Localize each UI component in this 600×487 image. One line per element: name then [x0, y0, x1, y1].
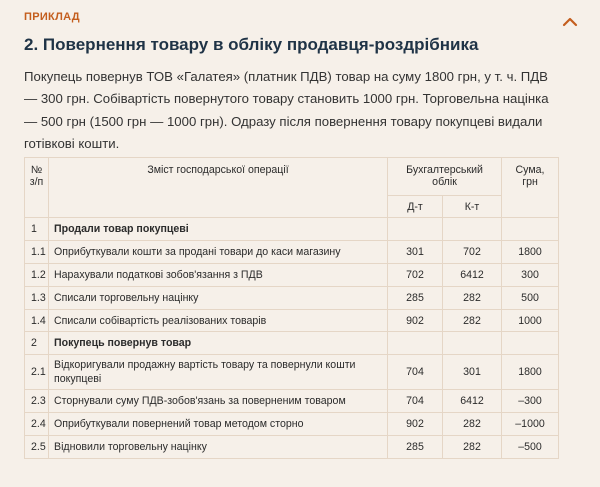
accounting-table: [24, 157, 559, 459]
row-credit: 282: [443, 436, 502, 459]
row-number: 2.4: [25, 413, 49, 436]
row-credit: [443, 332, 502, 355]
header-accounting: Бухгалтерський облік: [388, 158, 502, 196]
row-operation: Оприбуткували кошти за продані товари до каси магазину: [49, 240, 388, 263]
row-credit: 282: [443, 286, 502, 309]
row-credit: 282: [443, 413, 502, 436]
header-operation: Зміст господарської операції: [49, 158, 388, 218]
row-number: 2.1: [25, 355, 49, 390]
table-row: [25, 436, 559, 459]
row-sum: [502, 332, 559, 355]
row-sum: –1000: [502, 413, 559, 436]
row-debit: [388, 332, 443, 355]
row-credit: 6412: [443, 390, 502, 413]
table-row: [25, 309, 559, 332]
row-debit: 301: [388, 240, 443, 263]
header-sum: Сума, грн: [502, 158, 559, 218]
row-credit: 282: [443, 309, 502, 332]
row-operation: Відновили торговельну націнку: [49, 436, 388, 459]
chevron-up-icon[interactable]: [560, 12, 580, 32]
row-number: 2: [25, 332, 49, 355]
row-sum: –500: [502, 436, 559, 459]
row-number: 2.5: [25, 436, 49, 459]
row-debit: 902: [388, 309, 443, 332]
row-credit: [443, 218, 502, 241]
row-operation: Сторнували суму ПДВ-зобов'язань за поверненим товаром: [49, 390, 388, 413]
intro-paragraph: Покупець повернув ТОВ «Галатея» (платник ПДВ) товар на суму 1800 грн, у т. ч. ПДВ — 300 грн. Собівартість повернутого товару становить 1000 грн. Торговельна націнка — 500 грн (1500 грн — 1000 грн). Одразу після повернення товару покупцеві видали готівкові кошти.: [24, 69, 549, 152]
table-row: [25, 413, 559, 436]
table-row: [25, 286, 559, 309]
row-debit: 902: [388, 413, 443, 436]
row-debit: 285: [388, 286, 443, 309]
header-credit: К-т: [443, 196, 502, 218]
row-sum: 1800: [502, 240, 559, 263]
table-row: [25, 355, 559, 390]
table-row: [25, 218, 559, 241]
row-operation: Продали товар покупцеві: [49, 218, 388, 241]
example-title: 2. Повернення товару в обліку продавця-роздрібника: [24, 35, 479, 54]
table-row: [25, 240, 559, 263]
header-no: № з/п: [25, 158, 49, 218]
row-debit: 704: [388, 390, 443, 413]
row-operation: Списали собівартість реалізованих товарів: [49, 309, 388, 332]
row-sum: 1000: [502, 309, 559, 332]
row-operation: Оприбуткували повернений товар методом сторно: [49, 413, 388, 436]
row-credit: 702: [443, 240, 502, 263]
row-operation: Списали торговельну націнку: [49, 286, 388, 309]
table-body: [25, 218, 559, 459]
row-sum: [502, 218, 559, 241]
row-number: 1.3: [25, 286, 49, 309]
table-row: [25, 263, 559, 286]
table-row: [25, 332, 559, 355]
row-number: 1: [25, 218, 49, 241]
row-debit: [388, 218, 443, 241]
row-number: 2.3: [25, 390, 49, 413]
row-sum: 300: [502, 263, 559, 286]
header-debit: Д-т: [388, 196, 443, 218]
row-operation: Нарахували податкові зобов'язання з ПДВ: [49, 263, 388, 286]
row-sum: 1800: [502, 355, 559, 390]
row-number: 1.4: [25, 309, 49, 332]
row-operation: Відкоригували продажну вартість товару та повернули кошти покупцеві: [49, 355, 388, 390]
row-number: 1.2: [25, 263, 49, 286]
row-sum: 500: [502, 286, 559, 309]
row-operation: Покупець повернув товар: [49, 332, 388, 355]
example-label: ПРИКЛАД: [24, 11, 80, 23]
row-debit: 285: [388, 436, 443, 459]
row-credit: 301: [443, 355, 502, 390]
table-row: [25, 390, 559, 413]
row-number: 1.1: [25, 240, 49, 263]
row-credit: 6412: [443, 263, 502, 286]
row-debit: 704: [388, 355, 443, 390]
row-sum: –300: [502, 390, 559, 413]
row-debit: 702: [388, 263, 443, 286]
